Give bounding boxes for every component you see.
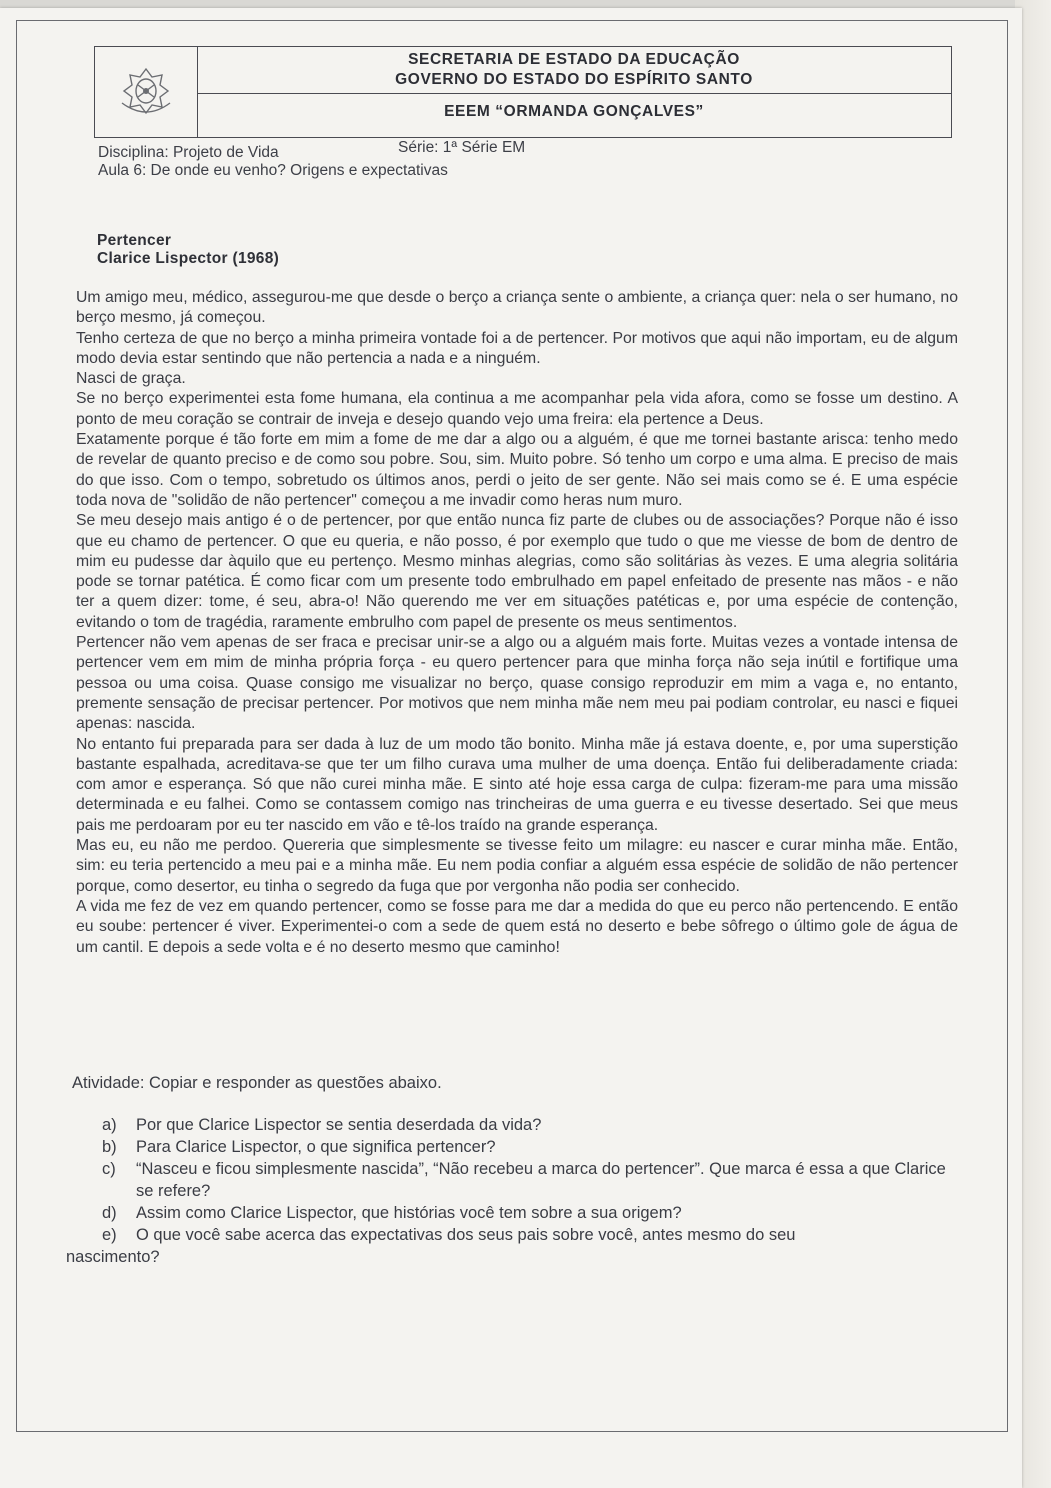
school-header [94, 46, 952, 138]
question-text: Assim como Clarice Lispector, que histórias você tem sobre a sua origem? [136, 1204, 682, 1222]
disciplina-label: Disciplina: Projeto de Vida [98, 144, 279, 161]
question-text: O que você sabe acerca das expectativas dos seus pais sobre você, antes mesmo do seu nascimento? [66, 1226, 796, 1266]
question-item [66, 1136, 956, 1158]
paragraph: No entanto fui preparada para ser dada à luz de um modo tão bonito. Minha mãe já estava doente, e, por uma superstição bastante espalhada, acreditava-se que ter um filho curava uma mulher de uma doença. Então fui deliberadamente criada: com amor e esperança. Só que não curei minha mãe. E sinto até hoje essa carga de culpa: fizeram-me para uma missão determinada e eu falhei. Como se contassem comigo nas trincheiras de uma guerra e eu tivesse desertado. Sei que meus pais me perdoaram por eu ter nascido em vão e tê-los traído na grande esperança. [76, 735, 958, 834]
paragraph: Nasci de graça. [76, 370, 186, 388]
header-secretaria: SECRETARIA DE ESTADO DA EDUCAÇÃO [408, 51, 740, 68]
paragraph: Tenho certeza de que no berço a minha primeira vontade foi a de pertencer. Por motivos que aqui não importam, eu de algum modo devia estar sentindo que não pertencia a nada e a ninguém. [76, 329, 958, 367]
document-page [0, 8, 1022, 1488]
header-governo: GOVERNO DO ESTADO DO ESPÍRITO SANTO [395, 71, 753, 88]
activity-instruction: Atividade: Copiar e responder as questões abaixo. [72, 1074, 442, 1092]
question-text: Por que Clarice Lispector se sentia deserdada da vida? [136, 1116, 542, 1134]
text-body [76, 288, 958, 958]
question-label: a) [102, 1116, 117, 1134]
paragraph: Pertencer não vem apenas de ser fraca e precisar unir-se a algo ou a alguém mais forte. Muitas vezes a vontade intensa de pertencer vem em mim de minha própria força - eu quero pertencer para que minha força não seja inútil e fortifique uma pessoa ou uma coisa. Quase consigo me visualizar no berço, quase consigo reproduzir em mim a vaga e, no entanto, premente sensação de precisar pertencer. Por motivos que nem minha mãe nem meu pai podiam controlar, eu nasci e fiquei apenas: nascida. [76, 634, 958, 733]
question-list [66, 1114, 956, 1268]
paragraph: A vida me fez de vez em quando pertencer, como se fosse para me dar a medida do que eu perco não pertencendo. E então eu soube: pertencer é viver. Experimentei-o com a sede de quem está no deserto e bebe sôfrego o último gole de água de um cantil. E depois a sede volta e é no deserto mesmo que caminho! [76, 897, 958, 956]
paragraph: Se meu desejo mais antigo é o de pertencer, por que então nunca fiz parte de clubes ou de associações? Porque não é isso que eu chamo de pertencer. O que eu queria, e não posso, é por exemplo que tudo o que me viesse de bom de dentro de mim eu pudesse dar àquilo que eu pertenço. Mesmo minhas alegrias, como são solitárias às vezes. E uma alegria solitária pode se tornar patética. É como ficar com um presente todo embrulhado em papel enfeitado de presente nas mãos - e não ter a quem dizer: tome, é seu, abra-o! Não querendo me ver em situações patéticas e, por uma espécie de contenção, evitando o tom de tragédia, raramente embrulho com papel de presente os meus sentimentos. [76, 512, 958, 631]
paragraph: Exatamente porque é tão forte em mim a fome de me dar a algo ou a alguém, é que me tornei bastante arisca: tenho medo de revelar de quanto preciso e de como sou pobre. Sou, sim. Muito pobre. Só tenho um corpo e uma alma. E preciso de mais do que isso. Com o tempo, sobretudo os últimos anos, perdi o jeito de ser gente. Não sei mais como se é. E uma espécie toda nova de "solidão de não pertencer" começou a me invadir como heras num muro. [76, 431, 958, 509]
question-item [66, 1202, 956, 1224]
question-item [66, 1158, 956, 1202]
paragraph: Mas eu, eu não me perdoo. Quereria que simplesmente se tivesse feito um milagre: eu nascer e curar minha mãe. Então, sim: eu teria pertencido a meu pai e a minha mãe. Eu nem podia confiar a alguém essa espécie de solidão de não pertencer porque, como desertor, eu tinha o segredo da fuga que por vergonha não podia ser conhecido. [76, 837, 958, 895]
serie-label: Série: 1ª Série EM [398, 139, 526, 156]
paragraph: Um amigo meu, médico, assegurou-me que desde o berço a criança sente o ambiente, a criança quer: nela o ser humano, no berço mesmo, já começou. [76, 289, 958, 327]
header-school-name: EEEM “ORMANDA GONÇALVES” [444, 103, 704, 120]
question-text: “Nasceu e ficou simplesmente nascida”, “Não recebeu a marca do pertencer”. Que marca é essa a que Clarice se refere? [136, 1160, 946, 1200]
question-label: b) [102, 1138, 117, 1156]
paragraph: Se no berço experimentei esta fome humana, ela continua a me acompanhar pela vida afora, como se fosse um destino. A ponto de meu coração se contrair de inveja e desejo quando vejo uma freira: ela pertence a Deus. [76, 390, 958, 428]
question-item [66, 1224, 866, 1268]
question-label: d) [102, 1204, 117, 1222]
text-title: Pertencer [97, 232, 172, 249]
header-divider [197, 93, 951, 94]
question-item [66, 1114, 956, 1136]
aula-label: Aula 6: De onde eu venho? Origens e expectativas [98, 162, 448, 179]
question-label: e) [102, 1226, 117, 1244]
question-text: Para Clarice Lispector, o que significa pertencer? [136, 1138, 496, 1156]
question-label: c) [102, 1160, 116, 1178]
text-author: Clarice Lispector (1968) [97, 250, 280, 267]
state-coat-of-arms-icon [95, 47, 198, 137]
